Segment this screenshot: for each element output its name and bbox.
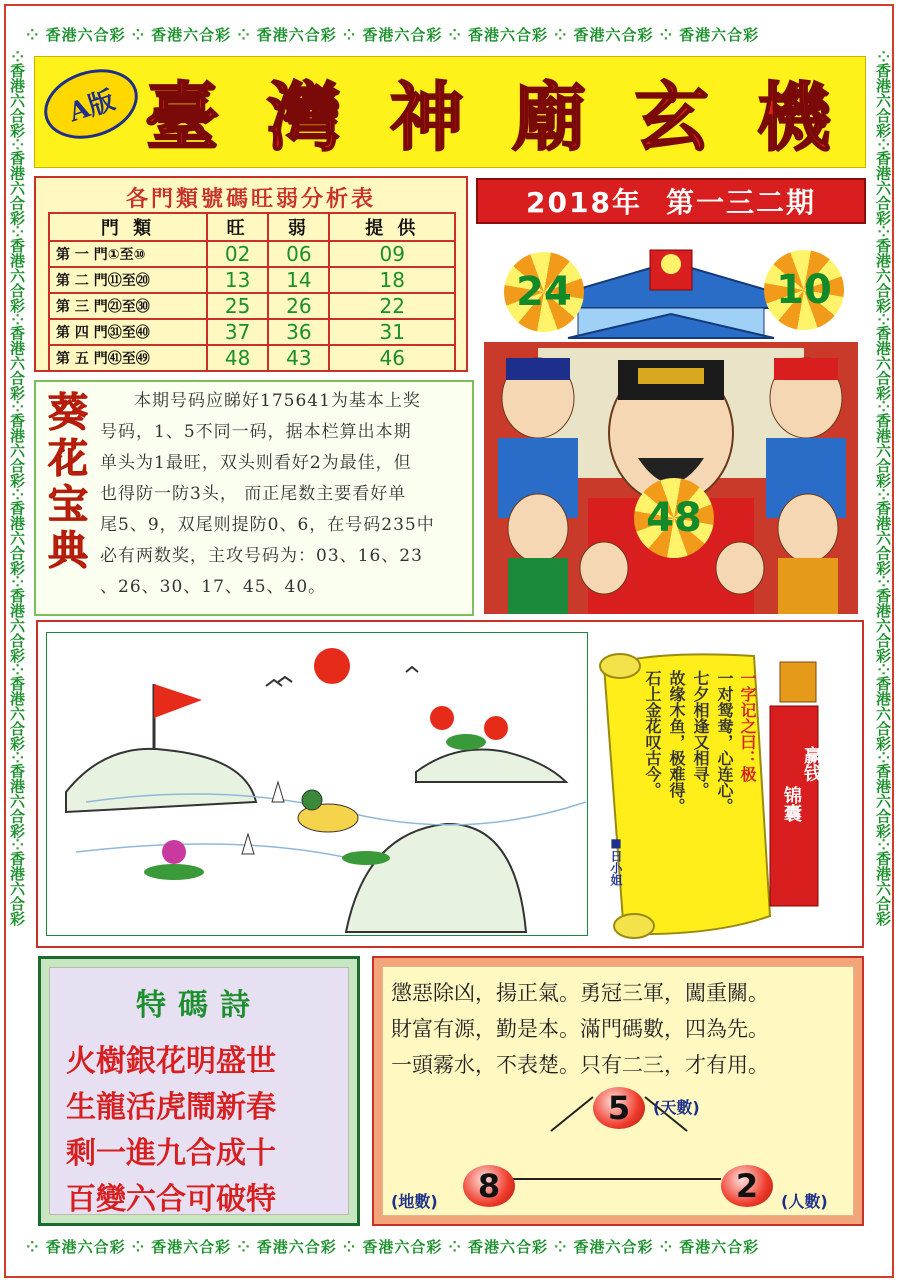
ren-label: (人數) <box>781 1192 828 1211</box>
border-text: 香港六合彩 <box>467 26 548 44</box>
border-text: 香港六合彩 <box>8 500 26 576</box>
border-ornament-icon: ⁘ <box>131 1238 146 1256</box>
border-text: 香港六合彩 <box>874 763 892 839</box>
border-text: 香港六合彩 <box>679 1238 760 1256</box>
poem-line: 剩一進九合成十 <box>66 1136 276 1171</box>
ren-number-ball: 2 <box>721 1165 773 1207</box>
temple-number-ball: 24 <box>504 252 584 332</box>
border-ornament-icon: ⁘ <box>8 750 26 764</box>
border-ornament-icon: ⁘ <box>26 1238 40 1256</box>
wang-cell: 48 <box>207 345 268 371</box>
verse-line: 懲惡除凶，揚正氣。勇冠三軍，闖重關。 <box>391 981 769 1005</box>
border-ornament-icon: ⁘ <box>131 26 146 44</box>
poem-line: 生龍活虎鬧新春 <box>66 1090 276 1125</box>
tigong-cell: 46 <box>329 345 455 371</box>
border-ornament-icon: ⁘ <box>553 1238 568 1256</box>
border-text: 香港六合彩 <box>874 588 892 664</box>
table-row <box>49 293 455 319</box>
tigong-cell: 18 <box>329 267 455 293</box>
special-code-poem-panel <box>38 956 360 1226</box>
table-row <box>49 267 455 293</box>
table-row <box>49 319 455 345</box>
border-ornament-icon: ⁘ <box>659 26 674 44</box>
border-text: 香港六合彩 <box>8 412 26 488</box>
title-char: 灣 <box>267 75 356 161</box>
border-ornament-icon: ⁘ <box>874 225 892 238</box>
table-row <box>49 241 455 267</box>
border-text: 香港六合彩 <box>573 26 654 44</box>
issue-banner <box>476 178 866 224</box>
di-number-ball: 8 <box>463 1165 515 1207</box>
border-text: 香港六合彩 <box>8 675 26 751</box>
temple-illustration <box>478 228 864 616</box>
ruo-cell: 36 <box>268 319 329 345</box>
border-ornament-icon: ⁘ <box>342 26 357 44</box>
analysis-table-title: 各門類號碼旺弱分析表 <box>125 187 376 212</box>
poem-line: 火樹銀花明盛世 <box>66 1044 276 1079</box>
special-code-poem-inner <box>49 967 349 1215</box>
border-ornament-icon: ⁘ <box>874 400 892 413</box>
ruo-cell: 43 <box>268 345 329 371</box>
category-cell: 第 二 門⑪至⑳ <box>49 267 207 293</box>
bag-label-left: 锦囊 <box>781 786 802 822</box>
kuihua-text <box>100 386 468 603</box>
column-header: 提 供 <box>329 213 455 241</box>
border-text: 香港六合彩 <box>8 588 26 664</box>
kuihua-line: 、26、30、17、45、40。 <box>100 577 327 597</box>
title-char: 神 <box>389 75 478 161</box>
verse-panel <box>372 956 864 1226</box>
kuihua-line: 也得防一防3头， 而正尾数主要看好单 <box>100 484 407 504</box>
title-char: 臺 <box>145 75 233 161</box>
border-ornament-icon: ⁘ <box>8 225 26 238</box>
border-text: 香港六合彩 <box>874 62 892 138</box>
wang-cell: 37 <box>207 319 268 345</box>
tigong-cell: 31 <box>329 319 455 345</box>
border-text: 香港六合彩 <box>45 1238 126 1256</box>
verse-line: 一頭霧水，不表楚。只有二三，才有用。 <box>391 1053 769 1077</box>
border-text: 香港六合彩 <box>8 237 26 313</box>
border-ornament-icon: ⁘ <box>8 137 26 151</box>
title-char: 廟 <box>512 75 601 161</box>
kuihua-title <box>40 390 96 574</box>
kuihua-line: 单头为1最旺，双头则看好2为最佳，但 <box>100 453 412 473</box>
kuihua-title-char: 典 <box>48 527 88 574</box>
border-text: 香港六合彩 <box>256 1238 337 1256</box>
special-code-poem-title: 特碼詩 <box>136 988 262 1023</box>
scroll-line: 故缘木鱼，极难得。 <box>667 670 686 814</box>
border-ornament-icon: ⁘ <box>553 26 568 44</box>
column-header: 門 類 <box>49 213 207 241</box>
border-ornament-icon: ⁘ <box>237 26 251 44</box>
border-ornament-icon: ⁘ <box>874 137 892 151</box>
border-ornament-icon: ⁘ <box>874 50 892 63</box>
border-ornament-icon: ⁘ <box>8 400 26 413</box>
border-text: 香港六合彩 <box>8 850 26 926</box>
analysis-table <box>48 212 456 372</box>
table-header-row <box>49 213 455 241</box>
category-cell: 第 五 門㊶至㊾ <box>49 345 207 371</box>
kuihua-panel <box>34 380 474 616</box>
title-bar <box>34 56 866 168</box>
temple-number-ball: 48 <box>634 478 714 558</box>
border-ornament-icon: ⁘ <box>8 487 26 501</box>
border-ornament-icon: ⁘ <box>8 663 26 676</box>
bag-label-right: 赢钱 <box>801 746 822 782</box>
border-ornament-icon: ⁘ <box>874 312 892 326</box>
ruo-cell: 14 <box>268 267 329 293</box>
border-text: 香港六合彩 <box>362 26 443 44</box>
scroll-signature: ■日小姐 <box>609 836 623 886</box>
border-text: 香港六合彩 <box>362 1238 443 1256</box>
border-text: 香港六合彩 <box>874 850 892 926</box>
scroll-line: 七夕相逢又相寻。 <box>691 670 710 798</box>
border-text: 香港六合彩 <box>45 26 126 44</box>
border-ornament-icon: ⁘ <box>237 1238 251 1256</box>
border-text: 香港六合彩 <box>874 675 892 751</box>
border-ornament-icon: ⁘ <box>26 26 40 44</box>
border-text: 香港六合彩 <box>874 150 892 226</box>
border-strip-top <box>20 24 880 46</box>
tigong-cell: 09 <box>329 241 455 267</box>
border-ornament-icon: ⁘ <box>874 487 892 501</box>
scroll-line: 一对鸳鸯，心连心。 <box>715 670 734 814</box>
analysis-table-panel <box>34 176 468 372</box>
border-ornament-icon: ⁘ <box>8 575 26 589</box>
scene-panel <box>36 620 864 948</box>
border-ornament-icon: ⁘ <box>8 50 26 63</box>
border-ornament-icon: ⁘ <box>8 838 26 851</box>
tigong-cell: 22 <box>329 293 455 319</box>
border-ornament-icon: ⁘ <box>342 1238 357 1256</box>
column-header: 弱 <box>268 213 329 241</box>
border-text: 香港六合彩 <box>467 1238 548 1256</box>
border-text: 香港六合彩 <box>874 325 892 401</box>
column-header: 旺 <box>207 213 268 241</box>
border-ornament-icon: ⁘ <box>448 26 462 44</box>
kuihua-line: 号码，1、5不同一码，据本栏算出本期 <box>100 422 412 442</box>
category-cell: 第 四 門㉛至㊵ <box>49 319 207 345</box>
wang-cell: 25 <box>207 293 268 319</box>
border-text: 香港六合彩 <box>8 325 26 401</box>
ruo-cell: 26 <box>268 293 329 319</box>
border-text: 香港六合彩 <box>151 26 232 44</box>
page-title <box>145 67 845 161</box>
ruo-cell: 06 <box>268 241 329 267</box>
kuihua-line: 尾5、9，双尾则提防0、6，在号码235中 <box>100 515 435 535</box>
poem-scroll <box>594 646 824 946</box>
border-text: 香港六合彩 <box>874 412 892 488</box>
edition-badge: A版 <box>35 58 147 150</box>
border-text: 香港六合彩 <box>8 763 26 839</box>
issue-number: 第一三二期 <box>665 186 816 219</box>
landscape-image <box>46 632 588 936</box>
border-ornament-icon: ⁘ <box>659 1238 674 1256</box>
kuihua-line: 本期号码应睇好175641为基本上奖 <box>134 391 421 411</box>
border-strip-right <box>872 50 894 1230</box>
border-text: 香港六合彩 <box>8 150 26 226</box>
border-ornament-icon: ⁘ <box>874 838 892 851</box>
border-text: 香港六合彩 <box>874 500 892 576</box>
wang-cell: 13 <box>207 267 268 293</box>
border-ornament-icon: ⁘ <box>8 312 26 326</box>
verse-inner <box>382 966 854 1216</box>
wang-cell: 02 <box>207 241 268 267</box>
category-cell: 第 一 門①至⑩ <box>49 241 207 267</box>
temple-number-ball: 10 <box>764 250 844 330</box>
category-cell: 第 三 門㉑至㉚ <box>49 293 207 319</box>
border-text: 香港六合彩 <box>874 237 892 313</box>
landscape-picture <box>46 632 588 936</box>
border-text: 香港六合彩 <box>256 26 337 44</box>
title-char: 玄 <box>634 75 723 161</box>
border-ornament-icon: ⁘ <box>448 1238 462 1256</box>
border-ornament-icon: ⁘ <box>874 750 892 764</box>
border-text: 香港六合彩 <box>8 62 26 138</box>
kuihua-title-char: 花 <box>48 435 88 482</box>
kuihua-title-char: 葵 <box>48 389 88 436</box>
border-text: 香港六合彩 <box>151 1238 232 1256</box>
border-strip-bottom <box>20 1236 880 1258</box>
border-text: 香港六合彩 <box>573 1238 654 1256</box>
kuihua-line: 必有两数奖，主攻号码为：03、16、23 <box>100 546 423 566</box>
table-row <box>49 345 455 371</box>
issue-year: 2018年 <box>526 186 642 219</box>
tian-number-ball: 5 <box>593 1087 645 1129</box>
verse-line: 財富有源，勤是本。滿門碼數，四為先。 <box>391 1017 769 1041</box>
di-label: (地數) <box>391 1192 438 1211</box>
scroll-line: 石上金花叹古今。 <box>643 670 662 798</box>
border-ornament-icon: ⁘ <box>874 663 892 676</box>
tian-label: (天數) <box>653 1098 700 1117</box>
border-ornament-icon: ⁘ <box>874 575 892 589</box>
title-char: 機 <box>756 75 845 161</box>
poem-line: 百變六合可破特 <box>66 1182 276 1217</box>
border-text: 香港六合彩 <box>679 26 760 44</box>
border-strip-left <box>6 50 28 1230</box>
kuihua-title-char: 宝 <box>48 481 88 528</box>
scroll-red-title: 一字记之曰：极 <box>738 670 757 782</box>
